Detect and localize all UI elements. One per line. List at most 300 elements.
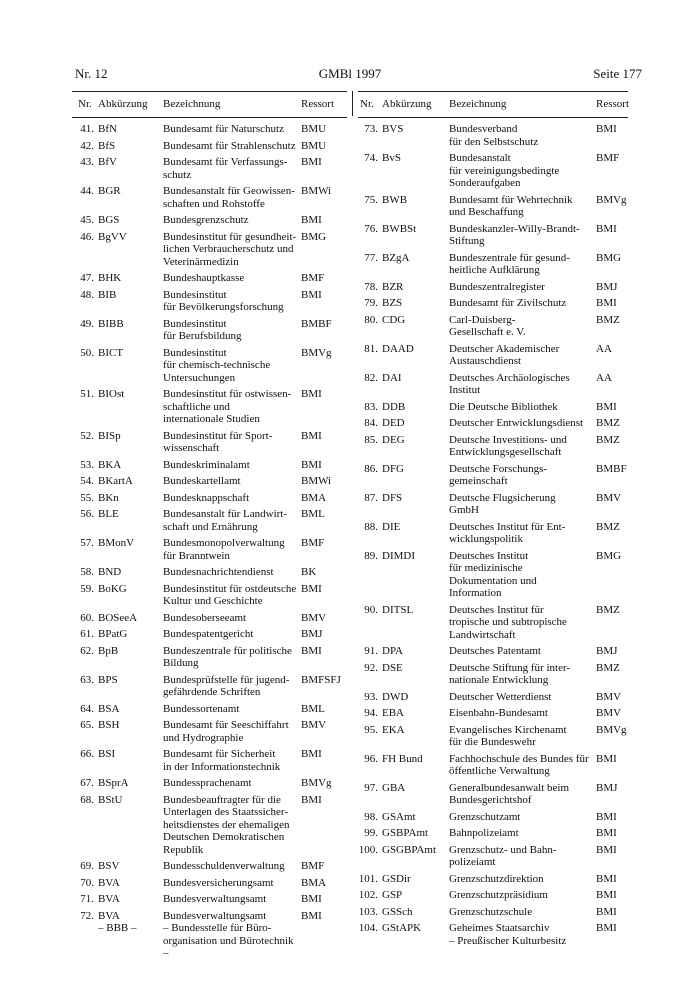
entry-name: Deutsches Institut für tropische und subtropische Landwirtschaft — [449, 603, 567, 641]
table-row — [358, 550, 628, 600]
entry-number: 81. — [364, 342, 378, 355]
entry-name: Carl-Duisberg- Gesellschaft e. V. — [449, 313, 526, 338]
entry-number: 53. — [80, 458, 94, 471]
entry-name: Bundesamt für Naturschutz — [163, 123, 284, 135]
entry-name: Grenzschutzdirektion — [449, 872, 544, 885]
entry-name: Evangelisches Kirchenamt für die Bundeswehr — [449, 723, 567, 748]
entry-name: Grenzschutzamt — [449, 810, 521, 823]
entry-ressort: BMI — [301, 156, 322, 168]
entry-abbreviation: DFG — [382, 462, 405, 475]
table-row — [72, 347, 347, 385]
entry-name: Bundesbeauftragter für die Unterlagen des Staatssicher- heitsdienstes der ehemaligen Deutschen Demokratischen Republik — [163, 793, 290, 856]
page-number: Seite 177 — [593, 66, 642, 81]
entry-name: Generalbundesanwalt beim Bundesgerichtshof — [449, 781, 570, 806]
table-row — [358, 434, 628, 459]
entry-ressort: BMA — [301, 876, 327, 889]
entry-number: 88. — [364, 520, 378, 533]
table-row — [358, 314, 628, 339]
entry-number: 68. — [80, 793, 94, 806]
entry-abbreviation: BLE — [98, 508, 119, 520]
entry-name: Bundessortenamt — [163, 702, 240, 715]
entry-ressort: BMF — [301, 537, 325, 549]
entry-number: 104. — [358, 922, 378, 934]
table-row — [72, 860, 347, 873]
table-row — [72, 877, 347, 890]
entry-abbreviation: BMonV — [98, 537, 135, 549]
entry-abbreviation: BHK — [98, 272, 122, 284]
entry-ressort: BML — [301, 508, 325, 520]
table-row — [358, 492, 628, 517]
entry-abbreviation: GStAPK — [382, 922, 422, 934]
table-row — [72, 794, 347, 857]
entry-name: Bundeskartellamt — [163, 475, 241, 487]
right-table-body — [358, 123, 628, 947]
entry-name: Bundeszentrale für gesund- heitliche Aufklärung — [449, 251, 570, 276]
table-row — [72, 388, 347, 426]
entry-number: 63. — [80, 673, 94, 686]
entry-number: 73. — [364, 123, 378, 135]
entry-ressort: BMZ — [596, 417, 620, 429]
entry-abbreviation: GSGBPAmt — [382, 843, 437, 856]
entry-abbreviation: BGS — [98, 214, 120, 226]
entry-number: 71. — [80, 893, 94, 905]
table-row — [358, 811, 628, 824]
entry-abbreviation: BgVV — [98, 230, 127, 243]
table-row — [358, 152, 628, 190]
table-row — [72, 123, 347, 136]
entry-ressort: BMI — [301, 429, 322, 442]
entry-ressort: BMI — [596, 905, 617, 918]
table-row — [358, 297, 628, 310]
entry-number: 82. — [364, 371, 378, 384]
entry-ressort: BMBF — [301, 317, 332, 330]
table-row — [358, 417, 628, 430]
table-row — [72, 156, 347, 181]
entry-ressort: BMI — [301, 214, 322, 226]
entry-number: 50. — [80, 346, 94, 359]
table-row — [72, 214, 347, 227]
entry-abbreviation: BSprA — [98, 777, 129, 789]
entry-number: 43. — [80, 156, 94, 168]
entry-abbreviation: BSV — [98, 860, 120, 872]
entry-ressort: BMI — [596, 297, 617, 309]
entry-name: Bahnpolizeiamt — [449, 827, 519, 839]
entry-ressort: BMV — [596, 491, 622, 504]
table-row — [72, 628, 347, 641]
left-column — [72, 91, 347, 964]
entry-abbreviation: BVS — [382, 123, 404, 135]
entry-number: 91. — [364, 645, 378, 657]
entry-name: Bundeszentralregister — [449, 280, 545, 293]
entry-ressort: BMJ — [301, 628, 323, 640]
entry-name: Bundesverwaltungsamt – Bundesstelle für Büro- organisation und Bürotechnik – — [163, 909, 294, 959]
entry-abbreviation: BIBB — [98, 317, 124, 330]
entry-abbreviation: GSBPAmt — [382, 827, 429, 839]
entry-abbreviation: BZgA — [382, 251, 410, 264]
entry-ressort: BMV — [301, 719, 327, 731]
entry-name: Bundessprachenamt — [163, 777, 252, 789]
table-row — [72, 289, 347, 314]
entry-abbreviation: DIE — [382, 520, 401, 533]
entry-name: Die Deutsche Bibliothek — [449, 400, 558, 413]
table-row — [358, 223, 628, 248]
entry-ressort: BMV — [596, 707, 622, 719]
entry-abbreviation: BKA — [98, 458, 122, 471]
table-row — [358, 906, 628, 919]
entry-name: Grenzschutzschule — [449, 905, 533, 918]
entry-name: Bundesamt für Strahlenschutz — [163, 139, 296, 152]
entry-ressort: BMI — [596, 400, 617, 413]
entry-name: Deutscher Wetterdienst — [449, 690, 552, 703]
entry-ressort: BMI — [301, 748, 322, 760]
entry-ressort: BMA — [301, 491, 327, 504]
table-row — [358, 782, 628, 807]
entry-abbreviation: EKA — [382, 723, 405, 736]
entry-name: Deutsche Investitions- und Entwicklungsgesellschaft — [449, 433, 567, 458]
entry-number: 74. — [364, 152, 378, 164]
entry-abbreviation: BVA — [98, 876, 120, 889]
entry-number: 103. — [358, 905, 378, 918]
table-row — [72, 748, 347, 773]
entry-name: Bundesamt für Zivilschutz — [449, 297, 567, 309]
entry-ressort: BMFSFJ — [301, 673, 341, 686]
entry-number: 90. — [364, 603, 378, 616]
entry-name: Bundesinstitut für ostwissen- schaftliche und internationale Studien — [163, 388, 292, 425]
table-row — [72, 430, 347, 455]
entry-name: Deutsche Stiftung für inter- nationale Entwicklung — [449, 661, 571, 686]
table-row — [72, 508, 347, 533]
entry-ressort: BMJ — [596, 645, 618, 657]
entry-number: 97. — [364, 781, 378, 794]
entry-name: Bundesamt für Seeschiffahrt und Hydrographie — [163, 719, 289, 744]
entry-ressort: BMI — [596, 123, 617, 135]
entry-abbreviation: DAAD — [382, 342, 414, 355]
entry-number: 85. — [364, 433, 378, 446]
entry-abbreviation: DED — [382, 417, 405, 429]
entry-ressort: BMI — [301, 793, 322, 806]
entry-abbreviation: BIOst — [98, 388, 125, 400]
entry-number: 49. — [80, 317, 94, 330]
entry-name: Bundesschuldenverwaltung — [163, 860, 285, 872]
table-row — [72, 674, 347, 699]
entry-name: Bundesanstalt für Geowissen- schaften und Rohstoffe — [163, 185, 295, 210]
table-row — [72, 777, 347, 790]
table-row — [72, 231, 347, 269]
entry-number: 102. — [358, 889, 378, 901]
entry-abbreviation: BZS — [382, 297, 403, 309]
table-row — [358, 691, 628, 704]
entry-name: Bundesverband für den Selbstschutz — [449, 123, 539, 148]
entry-abbreviation: DFS — [382, 491, 403, 504]
entry-number: 100. — [358, 843, 378, 856]
entry-abbreviation: GSAmt — [382, 810, 416, 823]
entry-number: 48. — [80, 288, 94, 301]
entry-ressort: BMG — [596, 251, 622, 264]
entry-number: 84. — [364, 417, 378, 429]
entry-name: Eisenbahn-Bundesamt — [449, 707, 548, 719]
entry-abbreviation: BOSeeA — [98, 611, 138, 624]
entry-number: 42. — [80, 139, 94, 152]
header-divider — [352, 91, 353, 116]
entry-number: 94. — [364, 707, 378, 719]
entry-number: 72. — [80, 909, 94, 922]
col-abkuerzung: Abkürzung — [98, 98, 148, 110]
entry-ressort: BMVg — [596, 723, 627, 736]
entry-abbreviation: BGR — [98, 185, 121, 197]
entry-number: 52. — [80, 429, 94, 442]
entry-abbreviation: DITSL — [382, 603, 414, 616]
entry-abbreviation: GSP — [382, 889, 403, 901]
table-row — [358, 844, 628, 869]
entry-number: 60. — [80, 611, 94, 624]
entry-name: Bundesinstitut für chemisch-technische Untersuchungen — [163, 346, 271, 384]
entry-name: Deutsches Patentamt — [449, 645, 541, 657]
entry-name: Bundesversicherungsamt — [163, 876, 274, 889]
entry-abbreviation: BPatG — [98, 628, 128, 640]
table-row — [358, 707, 628, 720]
entry-ressort: BMV — [596, 690, 622, 703]
table-row — [358, 889, 628, 902]
entry-number: 62. — [80, 644, 94, 657]
table-row — [72, 459, 347, 472]
entry-ressort: BMI — [301, 909, 322, 922]
entry-ressort: BML — [301, 702, 325, 715]
entry-abbreviation: DSE — [382, 661, 403, 674]
issue-number: Nr. 12 — [75, 66, 108, 81]
table-row — [72, 140, 347, 153]
entry-abbreviation: DIMDI — [382, 549, 415, 562]
col-bezeichnung: Bezeichnung — [449, 98, 507, 110]
entry-number: 54. — [80, 475, 94, 487]
table-row — [358, 521, 628, 546]
entry-ressort: BMI — [301, 458, 322, 471]
entry-ressort: BMI — [301, 582, 322, 595]
table-row — [358, 343, 628, 368]
entry-name: Deutscher Entwicklungsdienst — [449, 417, 584, 429]
entry-abbreviation: DPA — [382, 645, 403, 657]
entry-number: 96. — [364, 752, 378, 765]
entry-abbreviation: BVA – BBB – — [98, 909, 137, 934]
entry-ressort: BK — [301, 566, 317, 578]
table-row — [358, 753, 628, 778]
table-header — [72, 91, 347, 118]
entry-abbreviation: BStU — [98, 793, 123, 806]
entry-ressort: BMZ — [596, 433, 620, 446]
entry-number: 61. — [80, 628, 94, 640]
col-bezeichnung: Bezeichnung — [163, 98, 221, 110]
entry-name: Bundesknappschaft — [163, 491, 250, 504]
col-nr: Nr. — [360, 98, 374, 110]
entry-abbreviation: BIB — [98, 288, 117, 301]
entry-name: Bundesinstitut für Berufsbildung — [163, 317, 242, 342]
entry-name: Bundesverwaltungsamt — [163, 893, 267, 905]
entry-number: 64. — [80, 702, 94, 715]
entry-ressort: BMI — [596, 872, 617, 885]
entry-ressort: BMVg — [301, 777, 332, 789]
entry-ressort: BMF — [301, 860, 325, 872]
entry-name: Bundesgrenzschutz — [163, 214, 249, 226]
entry-ressort: BMZ — [596, 603, 620, 616]
entry-ressort: BMI — [301, 388, 322, 400]
entry-abbreviation: DAI — [382, 371, 402, 384]
entry-number: 86. — [364, 462, 378, 475]
entry-number: 78. — [364, 280, 378, 293]
entry-ressort: BMZ — [596, 661, 620, 674]
table-row — [72, 583, 347, 608]
entry-ressort: BMF — [596, 152, 620, 164]
entry-abbreviation: BSA — [98, 702, 120, 715]
entry-ressort: BMZ — [596, 520, 620, 533]
entry-name: Grenzschutzpräsidium — [449, 889, 548, 901]
entry-abbreviation: BICT — [98, 346, 124, 359]
entry-name: Bundeshauptkasse — [163, 272, 245, 284]
entry-abbreviation: BWB — [382, 193, 408, 206]
col-ressort: Ressort — [301, 98, 334, 110]
entry-number: 45. — [80, 214, 94, 226]
table-row — [72, 719, 347, 744]
entry-abbreviation: EBA — [382, 707, 404, 719]
entry-number: 77. — [364, 251, 378, 264]
entry-name: Bundeskanzler-Willy-Brandt- Stiftung — [449, 222, 580, 247]
entry-abbreviation: BfS — [98, 139, 116, 152]
entry-number: 44. — [80, 185, 94, 197]
table-row — [358, 194, 628, 219]
table-row — [72, 318, 347, 343]
entry-name: Bundesinstitut für Sport- wissenschaft — [163, 429, 273, 454]
entry-name: Deutsches Institut für medizinische Dokumentation und Information — [449, 549, 537, 599]
table-row — [72, 645, 347, 670]
entry-abbreviation: BKn — [98, 491, 119, 504]
entry-name: Bundesoberseeamt — [163, 611, 247, 624]
journal-title: GMBl 1997 — [318, 66, 382, 81]
entry-abbreviation: BSI — [98, 748, 116, 760]
entry-name: Bundeskriminalamt — [163, 458, 250, 471]
entry-abbreviation: BpB — [98, 644, 119, 657]
entry-name: Fachhochschule des Bundes für öffentliche Verwaltung — [449, 752, 589, 777]
entry-name: Bundesanstalt für Landwirt- schaft und Ernährung — [163, 508, 288, 533]
entry-name: Deutsche Forschungs- gemeinschaft — [449, 462, 548, 487]
entry-name: Deutscher Akademischer Austauschdienst — [449, 342, 560, 367]
entry-abbreviation: BSH — [98, 719, 120, 731]
entry-ressort: BMI — [301, 893, 322, 905]
entry-name: Bundesinstitut für Bevölkerungsforschung — [163, 288, 284, 313]
entry-number: 70. — [80, 876, 94, 889]
table-row — [72, 272, 347, 285]
entry-ressort: AA — [596, 371, 612, 384]
entry-abbreviation: BvS — [382, 152, 401, 164]
entry-number: 66. — [80, 748, 94, 760]
col-ressort: Ressort — [596, 98, 629, 110]
entry-abbreviation: DEG — [382, 433, 405, 446]
table-row — [72, 893, 347, 906]
table-row — [72, 475, 347, 488]
entry-number: 80. — [364, 313, 378, 326]
entry-name: Bundesamt für Verfassungs- schutz — [163, 156, 288, 181]
entry-abbreviation: BZR — [382, 280, 404, 293]
table-row — [358, 463, 628, 488]
table-row — [72, 612, 347, 625]
entry-number: 76. — [364, 222, 378, 235]
entry-abbreviation: BND — [98, 566, 122, 578]
entry-name: Deutsches Institut für Ent- wicklungspolitik — [449, 520, 566, 545]
table-row — [358, 827, 628, 840]
entry-abbreviation: CDG — [382, 313, 406, 326]
entry-name: Deutsche Flugsicherung GmbH — [449, 491, 556, 516]
table-row — [358, 281, 628, 294]
table-row — [358, 604, 628, 642]
entry-abbreviation: GSDir — [382, 872, 411, 885]
entry-number: 79. — [364, 297, 378, 309]
entry-name: Bundesmonopolverwaltung für Branntwein — [163, 537, 285, 562]
entry-abbreviation: BoKG — [98, 582, 127, 595]
entry-name: Bundesprüfstelle für jugend- gefährdende Schriften — [163, 673, 290, 698]
entry-ressort: BMG — [301, 230, 327, 243]
entry-name: Bundesanstalt für vereinigungsbedingte Sonderaufgaben — [449, 152, 560, 189]
table-row — [72, 566, 347, 579]
table-row — [358, 372, 628, 397]
left-table-body — [72, 123, 347, 960]
table-row — [72, 185, 347, 210]
table-row — [358, 873, 628, 886]
entry-number: 51. — [80, 388, 94, 400]
entry-number: 65. — [80, 719, 94, 731]
entry-number: 46. — [80, 230, 94, 243]
entry-ressort: BMWi — [301, 185, 332, 197]
entry-number: 57. — [80, 537, 94, 549]
entry-name: Bundesnachrichtendienst — [163, 566, 274, 578]
entry-name: Bundesinstitut für ostdeutsche Kultur und Geschichte — [163, 582, 297, 607]
table-header — [358, 91, 628, 118]
entry-name: Bundesamt für Sicherheit in der Informationstechnik — [163, 748, 281, 773]
table-row — [72, 537, 347, 562]
entry-ressort: AA — [596, 342, 612, 355]
entry-ressort: BMI — [301, 288, 322, 301]
col-nr: Nr. — [78, 98, 92, 110]
table-row — [358, 123, 628, 148]
entry-ressort: BMI — [596, 222, 617, 235]
entry-number: 87. — [364, 491, 378, 504]
entry-name: Geheimes Staatsarchiv – Preußischer Kulturbesitz — [449, 922, 567, 947]
entry-abbreviation: BWBSt — [382, 222, 417, 235]
entry-ressort: BMVg — [596, 193, 627, 206]
table-row — [358, 401, 628, 414]
entry-abbreviation: BfN — [98, 123, 117, 135]
table-row — [358, 922, 628, 947]
entry-number: 69. — [80, 860, 94, 872]
entry-abbreviation: BPS — [98, 673, 118, 686]
entry-ressort: BMVg — [301, 346, 332, 359]
entry-number: 99. — [364, 827, 378, 839]
entry-ressort: BMI — [596, 810, 617, 823]
entry-number: 101. — [358, 872, 378, 885]
entry-ressort: BMI — [596, 843, 617, 856]
entry-number: 89. — [364, 549, 378, 562]
table-row — [358, 662, 628, 687]
entry-number: 98. — [364, 810, 378, 823]
entry-abbreviation: GSSch — [382, 905, 413, 918]
entry-ressort: BMU — [301, 123, 327, 135]
right-column — [358, 91, 628, 951]
entry-number: 92. — [364, 661, 378, 674]
entry-abbreviation: BISp — [98, 429, 121, 442]
entry-number: 75. — [364, 193, 378, 206]
table-row — [358, 645, 628, 658]
entry-number: 55. — [80, 491, 94, 504]
entry-abbreviation: BKartA — [98, 475, 133, 487]
entry-ressort: BMI — [596, 889, 617, 901]
col-abkuerzung: Abkürzung — [382, 98, 432, 110]
entry-ressort: BMU — [301, 139, 327, 152]
